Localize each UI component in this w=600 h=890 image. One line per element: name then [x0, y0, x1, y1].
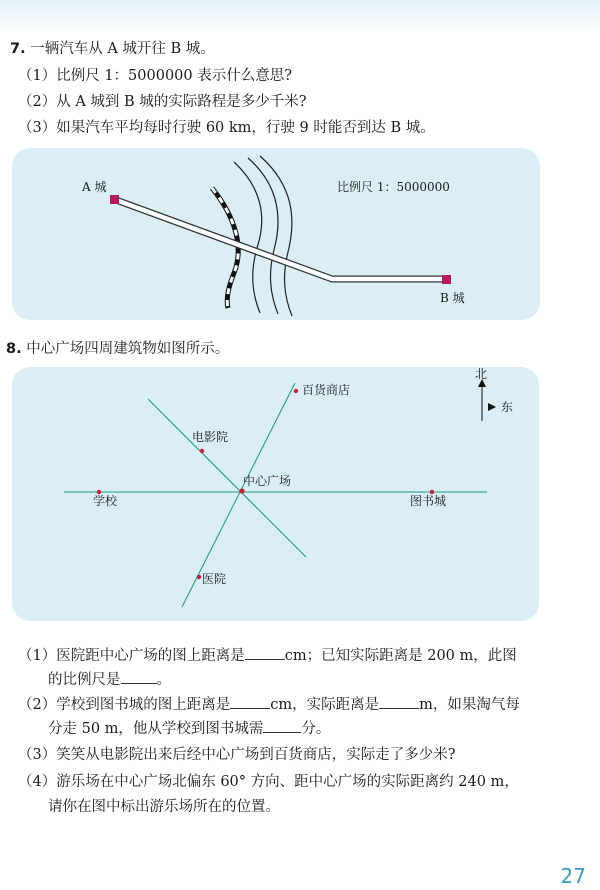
- library-label: 图书城: [410, 494, 447, 508]
- q8-item-2-text-e: 分。: [301, 721, 331, 737]
- q7-number: 7.: [10, 41, 26, 57]
- river-bank-middle: [248, 158, 278, 314]
- cinema-point: [200, 449, 204, 453]
- store-point: [294, 389, 298, 393]
- header-band: [0, 0, 600, 34]
- center-label: 中心广场: [243, 474, 292, 488]
- q8-item-1-blank-1[interactable]: [245, 645, 285, 660]
- q8-item-4-line2: 请你在图中标出游乐场所在的位置。: [48, 799, 280, 815]
- north-label: 北: [475, 367, 488, 381]
- q8-item-2-line2: [48, 718, 330, 739]
- hospital-label: 医院: [202, 572, 227, 586]
- q8-item-1-text-b: cm；已知实际距离是 200 m，此图: [284, 648, 517, 664]
- q8-item-2-text-c: m，如果淘气每: [419, 697, 520, 713]
- city-b-marker: [442, 275, 451, 284]
- q8-item-4-line1: （4）游乐场在中心广场北偏东 60° 方向、距中心广场的实际距离约 240 m，: [18, 774, 519, 790]
- page-number: 27: [560, 864, 586, 888]
- q7-stem: [10, 39, 215, 59]
- city-b-label: B 城: [440, 291, 465, 305]
- q8-item-2-blank-1[interactable]: [230, 694, 270, 709]
- railway-track: [212, 188, 238, 308]
- store-hospital-line: [182, 383, 295, 607]
- q8-item-1-text-a: （1）医院距中心广场的图上距离是: [18, 648, 245, 664]
- q8-item-2-blank-3[interactable]: [263, 718, 301, 733]
- store-label: 百货商店: [302, 383, 351, 397]
- river-bank-right: [260, 156, 292, 316]
- q8-item-1-line1: [18, 645, 517, 666]
- q8-item-2-blank-2[interactable]: [379, 694, 419, 709]
- q8-item-2-text-d: 分走 50 m，他从学校到图书城需: [48, 721, 264, 737]
- q8-item-2-text-b: cm，实际距离是: [270, 697, 380, 713]
- q7-stem-text: 一辆汽车从 A 城开往 B 城。: [30, 41, 215, 57]
- q8-item-1-line2: [48, 669, 171, 690]
- road-fill: [116, 200, 446, 279]
- q8-item-2-line1: [18, 694, 520, 715]
- road-outline: [116, 200, 446, 279]
- q8-item-1-blank-2[interactable]: [121, 669, 157, 684]
- hospital-point: [197, 575, 201, 579]
- q8-stem-text: 中心广场四周建筑物如图所示。: [26, 341, 230, 357]
- q7-item-3: （3）如果汽车平均每时行驶 60 km，行驶 9 时能否到达 B 城。: [18, 120, 435, 136]
- center-point: [239, 488, 244, 493]
- q7-map-panel: [12, 148, 540, 320]
- scale-label: 比例尺 1：5000000: [337, 180, 450, 194]
- school-label: 学校: [93, 494, 118, 508]
- q8-item-2-text-a: （2）学校到图书城的图上距离是: [18, 697, 231, 713]
- q8-map-panel: [12, 367, 539, 621]
- q8-item-1-text-c: 的比例尺是: [48, 672, 121, 688]
- q8-number: 8.: [6, 341, 22, 357]
- q7-item-1: （1）比例尺 1：5000000 表示什么意思?: [18, 68, 293, 84]
- q7-item-2: （2）从 A 城到 B 城的实际路程是多少千米?: [18, 94, 307, 110]
- q8-square-map: [12, 367, 539, 621]
- cinema-label: 电影院: [192, 430, 229, 444]
- east-arrowhead: [488, 403, 496, 411]
- city-a-marker: [110, 195, 119, 204]
- east-label: 东: [501, 400, 514, 414]
- city-a-label: A 城: [82, 180, 107, 194]
- q8-item-3: （3）笑笑从电影院出来后经中心广场到百货商店，实际走了多少米?: [18, 747, 456, 763]
- q8-stem: [6, 339, 229, 359]
- q8-item-1-text-d: 。: [156, 672, 171, 688]
